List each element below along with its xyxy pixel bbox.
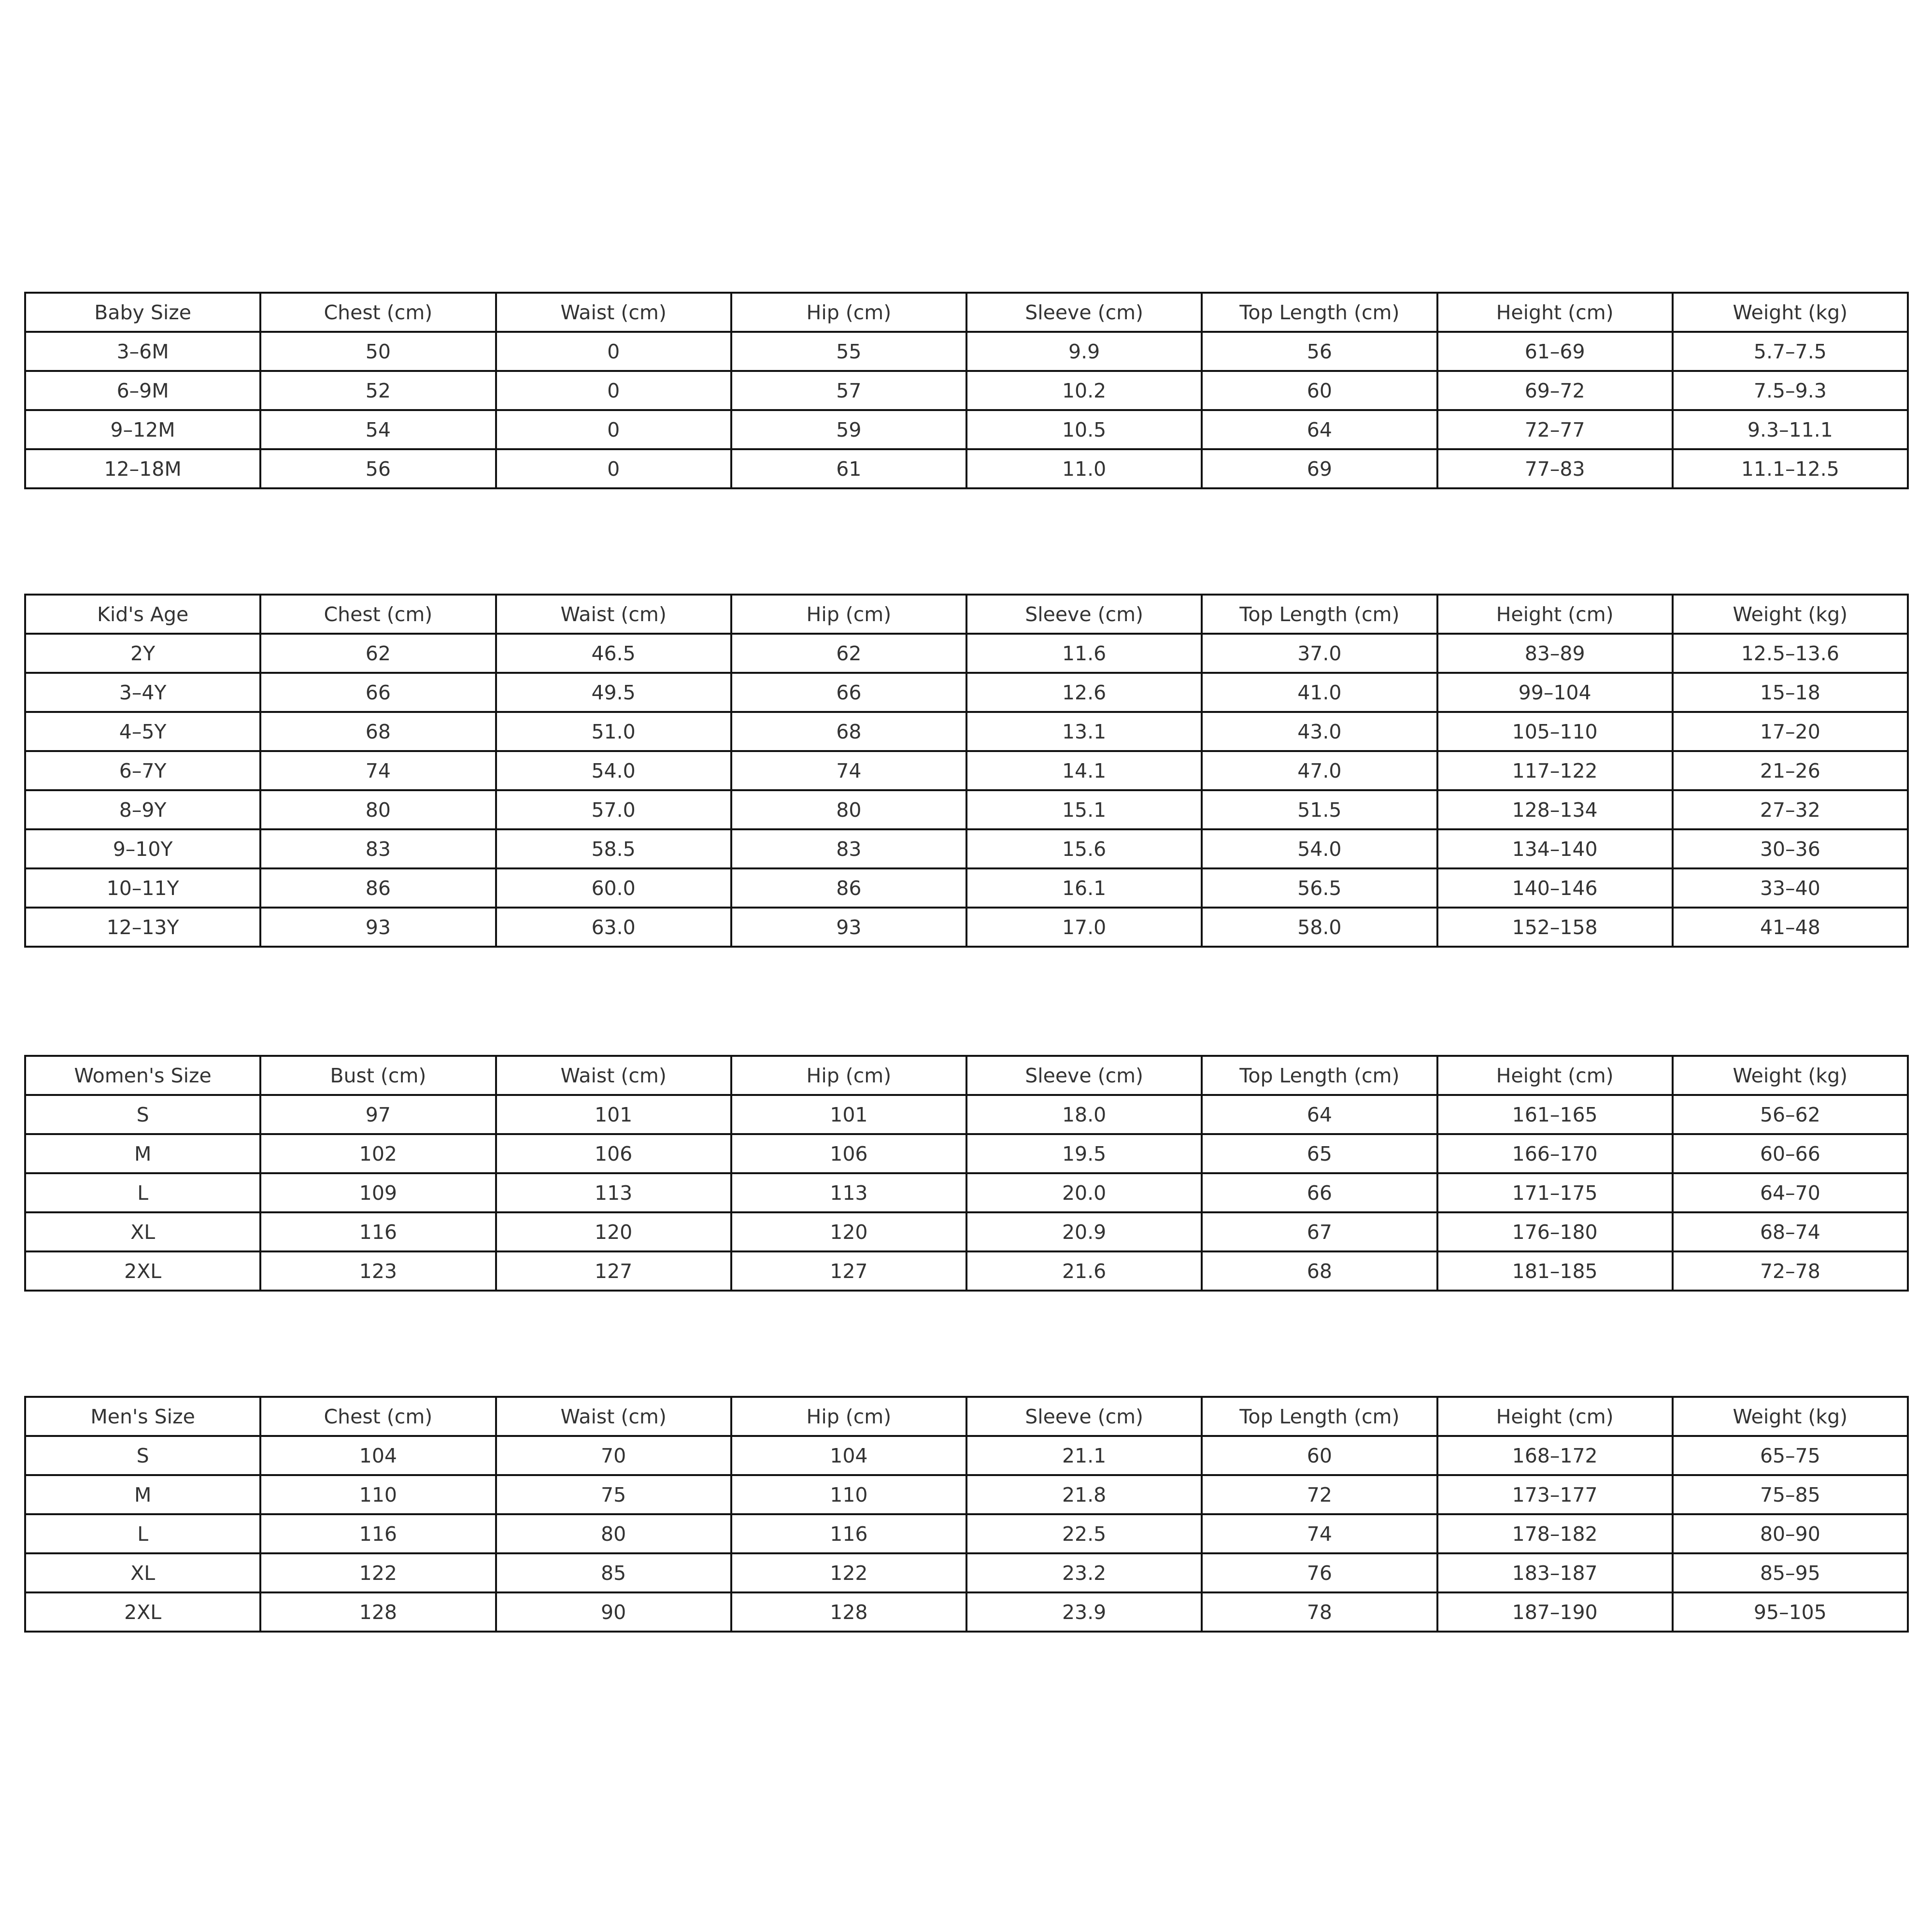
table-row [25, 790, 1908, 829]
table-cell: 20.9 [966, 1212, 1202, 1251]
table-header-row [25, 595, 1908, 634]
table-cell: 67 [1202, 1212, 1437, 1251]
table-cell: 183–187 [1437, 1553, 1673, 1592]
table-cell: 74 [1202, 1514, 1437, 1553]
table-cell: 18.0 [966, 1095, 1202, 1134]
table-cell: 70 [496, 1436, 731, 1475]
table-cell: 72 [1202, 1475, 1437, 1514]
table-cell: 30–36 [1673, 829, 1908, 868]
table-cell: 54 [260, 410, 496, 449]
table-cell: 64–70 [1673, 1173, 1908, 1212]
table-cell: 78 [1202, 1592, 1437, 1632]
header-cell: Top Length (cm) [1202, 595, 1437, 634]
table-cell: 134–140 [1437, 829, 1673, 868]
table-cell: L [25, 1514, 260, 1553]
table-cell: 0 [496, 449, 731, 488]
table-cell: 122 [731, 1553, 966, 1592]
table-row [25, 1212, 1908, 1251]
table-cell: 3–6M [25, 332, 260, 371]
table-cell: 140–146 [1437, 868, 1673, 908]
table-cell: 51.5 [1202, 790, 1437, 829]
table-cell: 2Y [25, 634, 260, 673]
table-cell: 0 [496, 371, 731, 410]
header-cell: Weight (kg) [1673, 1397, 1908, 1436]
header-cell: Height (cm) [1437, 595, 1673, 634]
table-cell: 15.6 [966, 829, 1202, 868]
table-cell: S [25, 1436, 260, 1475]
header-cell: Waist (cm) [496, 293, 731, 332]
header-cell: Sleeve (cm) [966, 1056, 1202, 1095]
header-cell: Height (cm) [1437, 293, 1673, 332]
header-cell: Weight (kg) [1673, 595, 1908, 634]
table-row [25, 829, 1908, 868]
table-row [25, 1173, 1908, 1212]
table-cell: 11.1–12.5 [1673, 449, 1908, 488]
table-cell: 22.5 [966, 1514, 1202, 1553]
table-cell: 56 [260, 449, 496, 488]
table-cell: 127 [496, 1251, 731, 1291]
table-cell: 74 [731, 751, 966, 790]
table-cell: 85–95 [1673, 1553, 1908, 1592]
table-row [25, 410, 1908, 449]
table-cell: 120 [731, 1212, 966, 1251]
header-cell: Hip (cm) [731, 1056, 966, 1095]
table-cell: 5.7–7.5 [1673, 332, 1908, 371]
table-cell: 11.6 [966, 634, 1202, 673]
table-cell: 7.5–9.3 [1673, 371, 1908, 410]
table-cell: 117–122 [1437, 751, 1673, 790]
table-cell: 74 [260, 751, 496, 790]
table-cell: 110 [260, 1475, 496, 1514]
table-cell: 23.2 [966, 1553, 1202, 1592]
table-cell: 173–177 [1437, 1475, 1673, 1514]
table-cell: XL [25, 1212, 260, 1251]
table-cell: 178–182 [1437, 1514, 1673, 1553]
table-cell: 61 [731, 449, 966, 488]
table-cell: 17–20 [1673, 712, 1908, 751]
table-cell: 47.0 [1202, 751, 1437, 790]
table-cell: 90 [496, 1592, 731, 1632]
table-cell: 127 [731, 1251, 966, 1291]
table-cell: 97 [260, 1095, 496, 1134]
table-row [25, 1514, 1908, 1553]
table-cell: 75–85 [1673, 1475, 1908, 1514]
header-cell: Weight (kg) [1673, 1056, 1908, 1095]
header-cell: Bust (cm) [260, 1056, 496, 1095]
table-row [25, 1592, 1908, 1632]
table-cell: 106 [496, 1134, 731, 1173]
header-cell: Hip (cm) [731, 1397, 966, 1436]
table-cell: 43.0 [1202, 712, 1437, 751]
table-cell: 80 [731, 790, 966, 829]
table-cell: 72–77 [1437, 410, 1673, 449]
table-row [25, 1475, 1908, 1514]
table-cell: 21.8 [966, 1475, 1202, 1514]
table-cell: 62 [260, 634, 496, 673]
table-cell: 55 [731, 332, 966, 371]
table-row [25, 634, 1908, 673]
table-cell: 110 [731, 1475, 966, 1514]
table-cell: 123 [260, 1251, 496, 1291]
table-header-row [25, 1397, 1908, 1436]
table-cell: 58.5 [496, 829, 731, 868]
table-cell: 52 [260, 371, 496, 410]
table-cell: 85 [496, 1553, 731, 1592]
table-cell: 168–172 [1437, 1436, 1673, 1475]
table-cell: 0 [496, 410, 731, 449]
table-cell: 14.1 [966, 751, 1202, 790]
table-cell: 8–9Y [25, 790, 260, 829]
table-cell: 72–78 [1673, 1251, 1908, 1291]
table-cell: 171–175 [1437, 1173, 1673, 1212]
table-cell: 54.0 [496, 751, 731, 790]
table-cell: 93 [260, 908, 496, 947]
table-cell: 50 [260, 332, 496, 371]
table-cell: 83 [260, 829, 496, 868]
header-cell: Chest (cm) [260, 595, 496, 634]
table-cell: 116 [731, 1514, 966, 1553]
table-cell: 99–104 [1437, 673, 1673, 712]
header-cell: Waist (cm) [496, 1397, 731, 1436]
table-header-row [25, 1056, 1908, 1095]
table-cell: 9–10Y [25, 829, 260, 868]
table-cell: 0 [496, 332, 731, 371]
table-cell: M [25, 1134, 260, 1173]
table-cell: 23.9 [966, 1592, 1202, 1632]
table-cell: 9.9 [966, 332, 1202, 371]
table-row [25, 1251, 1908, 1291]
header-cell: Kid's Age [25, 595, 260, 634]
header-cell: Hip (cm) [731, 293, 966, 332]
table-cell: 128–134 [1437, 790, 1673, 829]
table-cell: 41.0 [1202, 673, 1437, 712]
table-cell: 33–40 [1673, 868, 1908, 908]
table-cell: 116 [260, 1514, 496, 1553]
table-row [25, 712, 1908, 751]
table-cell: 105–110 [1437, 712, 1673, 751]
header-cell: Height (cm) [1437, 1397, 1673, 1436]
table-cell: 60.0 [496, 868, 731, 908]
table-cell: 66 [1202, 1173, 1437, 1212]
table-row [25, 868, 1908, 908]
table-cell: 10–11Y [25, 868, 260, 908]
table-cell: 187–190 [1437, 1592, 1673, 1632]
table-row [25, 1436, 1908, 1475]
header-cell: Baby Size [25, 293, 260, 332]
table-cell: 109 [260, 1173, 496, 1212]
table-cell: 56 [1202, 332, 1437, 371]
table-cell: 166–170 [1437, 1134, 1673, 1173]
table-cell: 60–66 [1673, 1134, 1908, 1173]
table-cell: 61–69 [1437, 332, 1673, 371]
table-cell: 46.5 [496, 634, 731, 673]
table-cell: 68 [260, 712, 496, 751]
table-row [25, 1095, 1908, 1134]
table-cell: 51.0 [496, 712, 731, 751]
table-cell: 16.1 [966, 868, 1202, 908]
table-cell: 75 [496, 1475, 731, 1514]
table-cell: 37.0 [1202, 634, 1437, 673]
table-cell: 64 [1202, 1095, 1437, 1134]
table-cell: 113 [496, 1173, 731, 1212]
table-row [25, 449, 1908, 488]
header-cell: Sleeve (cm) [966, 595, 1202, 634]
table-cell: 66 [731, 673, 966, 712]
table-cell: 54.0 [1202, 829, 1437, 868]
table-cell: 9–12M [25, 410, 260, 449]
table-cell: 15.1 [966, 790, 1202, 829]
table-cell: XL [25, 1553, 260, 1592]
table-cell: 80–90 [1673, 1514, 1908, 1553]
table-header-row [25, 293, 1908, 332]
table-cell: 20.0 [966, 1173, 1202, 1212]
header-cell: Waist (cm) [496, 1056, 731, 1095]
table-cell: 68 [1202, 1251, 1437, 1291]
table-cell: 152–158 [1437, 908, 1673, 947]
table-cell: 69 [1202, 449, 1437, 488]
table-cell: 13.1 [966, 712, 1202, 751]
table-cell: 58.0 [1202, 908, 1437, 947]
table-cell: 102 [260, 1134, 496, 1173]
header-cell: Weight (kg) [1673, 293, 1908, 332]
table-cell: 4–5Y [25, 712, 260, 751]
table-cell: 120 [496, 1212, 731, 1251]
table-row [25, 751, 1908, 790]
table-cell: 21.1 [966, 1436, 1202, 1475]
table-cell: 101 [496, 1095, 731, 1134]
table-cell: 69–72 [1437, 371, 1673, 410]
header-cell: Top Length (cm) [1202, 293, 1437, 332]
table-cell: 181–185 [1437, 1251, 1673, 1291]
table-cell: 116 [260, 1212, 496, 1251]
table-cell: 10.2 [966, 371, 1202, 410]
header-cell: Sleeve (cm) [966, 293, 1202, 332]
table-cell: 128 [731, 1592, 966, 1632]
table-cell: 56.5 [1202, 868, 1437, 908]
table-cell: 59 [731, 410, 966, 449]
table-cell: 49.5 [496, 673, 731, 712]
table-cell: 60 [1202, 371, 1437, 410]
table-row [25, 1134, 1908, 1173]
kids-size-table [24, 594, 1909, 948]
table-cell: 6–9M [25, 371, 260, 410]
table-row [25, 1553, 1908, 1592]
table-cell: 64 [1202, 410, 1437, 449]
table-cell: 86 [731, 868, 966, 908]
table-cell: M [25, 1475, 260, 1514]
table-cell: S [25, 1095, 260, 1134]
table-cell: 77–83 [1437, 449, 1673, 488]
table-cell: 80 [496, 1514, 731, 1553]
table-cell: L [25, 1173, 260, 1212]
table-cell: 3–4Y [25, 673, 260, 712]
table-cell: 68 [731, 712, 966, 751]
table-cell: 83 [731, 829, 966, 868]
table-cell: 11.0 [966, 449, 1202, 488]
table-cell: 9.3–11.1 [1673, 410, 1908, 449]
table-cell: 93 [731, 908, 966, 947]
mens-size-table [24, 1396, 1909, 1633]
table-cell: 17.0 [966, 908, 1202, 947]
header-cell: Hip (cm) [731, 595, 966, 634]
table-cell: 106 [731, 1134, 966, 1173]
table-cell: 161–165 [1437, 1095, 1673, 1134]
header-cell: Chest (cm) [260, 1397, 496, 1436]
header-cell: Top Length (cm) [1202, 1056, 1437, 1095]
header-cell: Chest (cm) [260, 293, 496, 332]
header-cell: Sleeve (cm) [966, 1397, 1202, 1436]
table-cell: 57.0 [496, 790, 731, 829]
table-cell: 63.0 [496, 908, 731, 947]
table-cell: 101 [731, 1095, 966, 1134]
table-row [25, 332, 1908, 371]
table-cell: 83–89 [1437, 634, 1673, 673]
table-cell: 104 [731, 1436, 966, 1475]
table-cell: 62 [731, 634, 966, 673]
table-cell: 68–74 [1673, 1212, 1908, 1251]
table-cell: 6–7Y [25, 751, 260, 790]
table-cell: 86 [260, 868, 496, 908]
table-cell: 12–18M [25, 449, 260, 488]
table-cell: 128 [260, 1592, 496, 1632]
baby-size-table [24, 292, 1909, 489]
table-cell: 80 [260, 790, 496, 829]
header-cell: Women's Size [25, 1056, 260, 1095]
table-cell: 57 [731, 371, 966, 410]
table-row [25, 673, 1908, 712]
header-cell: Waist (cm) [496, 595, 731, 634]
table-cell: 104 [260, 1436, 496, 1475]
table-cell: 41–48 [1673, 908, 1908, 947]
header-cell: Top Length (cm) [1202, 1397, 1437, 1436]
table-cell: 76 [1202, 1553, 1437, 1592]
table-cell: 65–75 [1673, 1436, 1908, 1475]
table-cell: 95–105 [1673, 1592, 1908, 1632]
header-cell: Height (cm) [1437, 1056, 1673, 1095]
header-cell: Men's Size [25, 1397, 260, 1436]
womens-size-table [24, 1055, 1909, 1292]
table-cell: 12.6 [966, 673, 1202, 712]
table-cell: 176–180 [1437, 1212, 1673, 1251]
table-cell: 122 [260, 1553, 496, 1592]
table-cell: 66 [260, 673, 496, 712]
table-cell: 65 [1202, 1134, 1437, 1173]
table-cell: 12.5–13.6 [1673, 634, 1908, 673]
table-cell: 21–26 [1673, 751, 1908, 790]
table-row [25, 908, 1908, 947]
table-cell: 19.5 [966, 1134, 1202, 1173]
table-cell: 2XL [25, 1251, 260, 1291]
table-cell: 21.6 [966, 1251, 1202, 1291]
table-row [25, 371, 1908, 410]
table-cell: 2XL [25, 1592, 260, 1632]
table-cell: 10.5 [966, 410, 1202, 449]
table-cell: 113 [731, 1173, 966, 1212]
table-cell: 12–13Y [25, 908, 260, 947]
table-cell: 56–62 [1673, 1095, 1908, 1134]
table-cell: 27–32 [1673, 790, 1908, 829]
table-cell: 15–18 [1673, 673, 1908, 712]
table-cell: 60 [1202, 1436, 1437, 1475]
